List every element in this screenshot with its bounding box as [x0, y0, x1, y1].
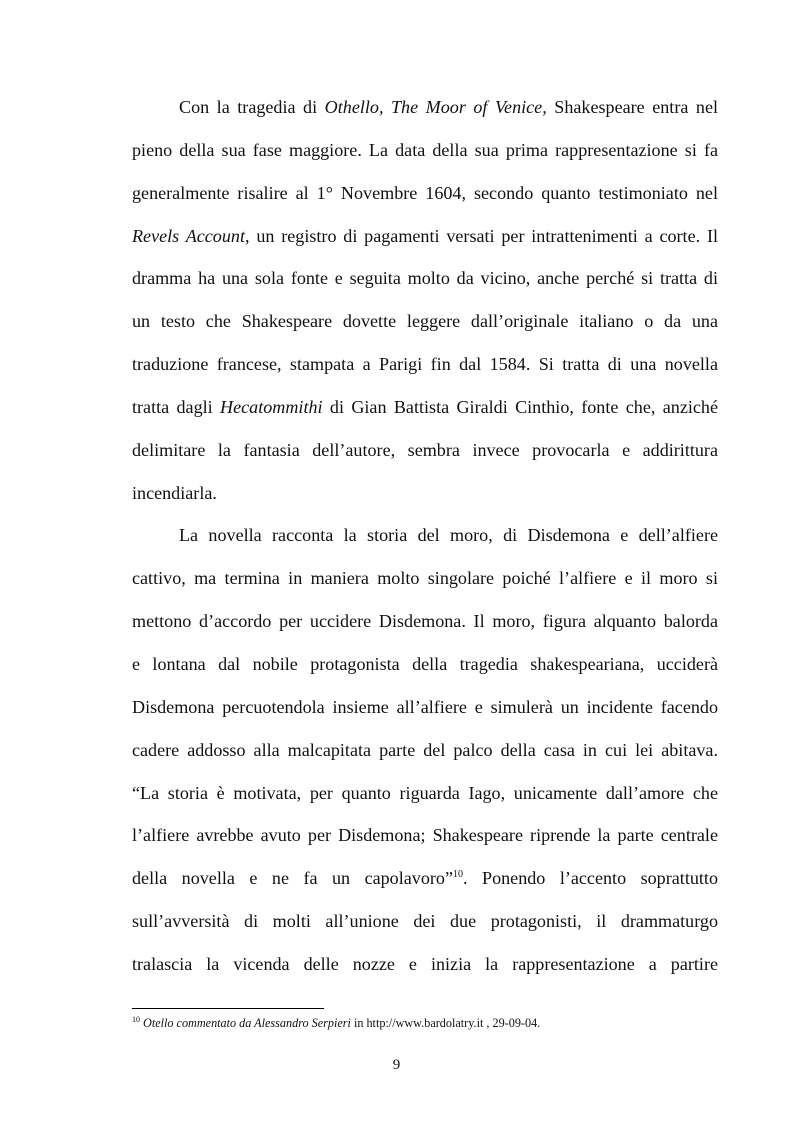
text-line: traduzione francese, stampata a Parigi fin dal 1584. Si tratta di una novella — [132, 354, 718, 375]
text-run: tratta dagli — [132, 396, 221, 417]
page-number: 9 — [392, 1057, 401, 1073]
footnote-reference: 10 — [453, 869, 463, 881]
text-line: pieno della sua fase maggiore. La data della sua prima rappresentazione si fa — [132, 139, 718, 160]
text-run: della novella e ne fa un capolavoro” — [132, 868, 453, 889]
text-run: . Ponendo l’accento soprattutto — [463, 868, 718, 889]
paragraph-2 — [132, 514, 718, 985]
text-line: incendiarla. — [132, 482, 217, 503]
text-line — [132, 386, 718, 429]
footnote-separator — [132, 1008, 324, 1009]
text-line: l’alfiere avrebbe avuto per Disdemona; Shakespeare riprende la parte centrale — [132, 825, 718, 846]
italic-title-hecatommithi: Hecatommithi — [220, 396, 323, 417]
text-line: delimitare la fantasia dell’autore, sembra invece provocarla e addirittura — [132, 439, 718, 460]
text-line: cattivo, ma termina in maniera molto singolare poiché l’alfiere e il moro si — [132, 568, 718, 589]
text-line: tralascia la vicenda delle nozze e inizia la rappresentazione a partire — [132, 953, 718, 974]
italic-title-revels-account: Revels Account — [132, 225, 245, 246]
text-line: un testo che Shakespeare dovette leggere dall’originale italiano o da una — [132, 311, 718, 332]
text-line: mettono d’accordo per uccidere Disdemona. Il moro, figura alquanto balorda — [132, 611, 718, 632]
text-line: e lontana dal nobile protagonista della tragedia shakespeariana, ucciderà — [132, 653, 718, 674]
text-line: “La storia è motivata, per quanto riguarda Iago, unicamente dall’amore che — [132, 782, 718, 803]
text-line: cadere addosso alla malcapitata parte del palco della casa in cui lei abitava. — [132, 739, 718, 760]
text-run: Con la tragedia di — [179, 97, 325, 117]
paragraph-1 — [132, 86, 718, 514]
text-run: , un registro di pagamenti versati per intrattenimenti a corte. Il — [244, 225, 718, 246]
footnote-title: Otello commentato da Alessandro Serpieri — [143, 1016, 351, 1030]
page-body — [132, 86, 718, 986]
footnote — [132, 1016, 540, 1030]
text-line: La novella racconta la storia del moro, di Disdemona e dell’alfiere — [179, 525, 718, 546]
text-line — [132, 86, 718, 129]
text-run: di Gian Battista Giraldi Cinthio, fonte che, anziché — [322, 396, 718, 417]
text-line — [132, 857, 718, 900]
italic-title-othello: Othello, The Moor of Venice, — [324, 97, 547, 117]
text-line: generalmente risalire al 1° Novembre 1604, secondo quanto testimoniato nel — [132, 182, 718, 203]
text-line: sull’avversità di molti all’unione dei due protagonisti, il drammaturgo — [132, 911, 718, 932]
text-line — [132, 215, 718, 258]
text-run: Shakespeare entra nel — [546, 97, 718, 117]
footnote-number: 10 — [132, 1014, 140, 1024]
text-line: dramma ha una sola fonte e seguita molto da vicino, anche perché si tratta di — [132, 268, 718, 289]
text-line: Disdemona percuotendola insieme all’alfiere e simulerà un incidente facendo — [132, 696, 718, 717]
footnote-text: in http://www.bardolatry.it , 29-09-04. — [350, 1016, 541, 1030]
